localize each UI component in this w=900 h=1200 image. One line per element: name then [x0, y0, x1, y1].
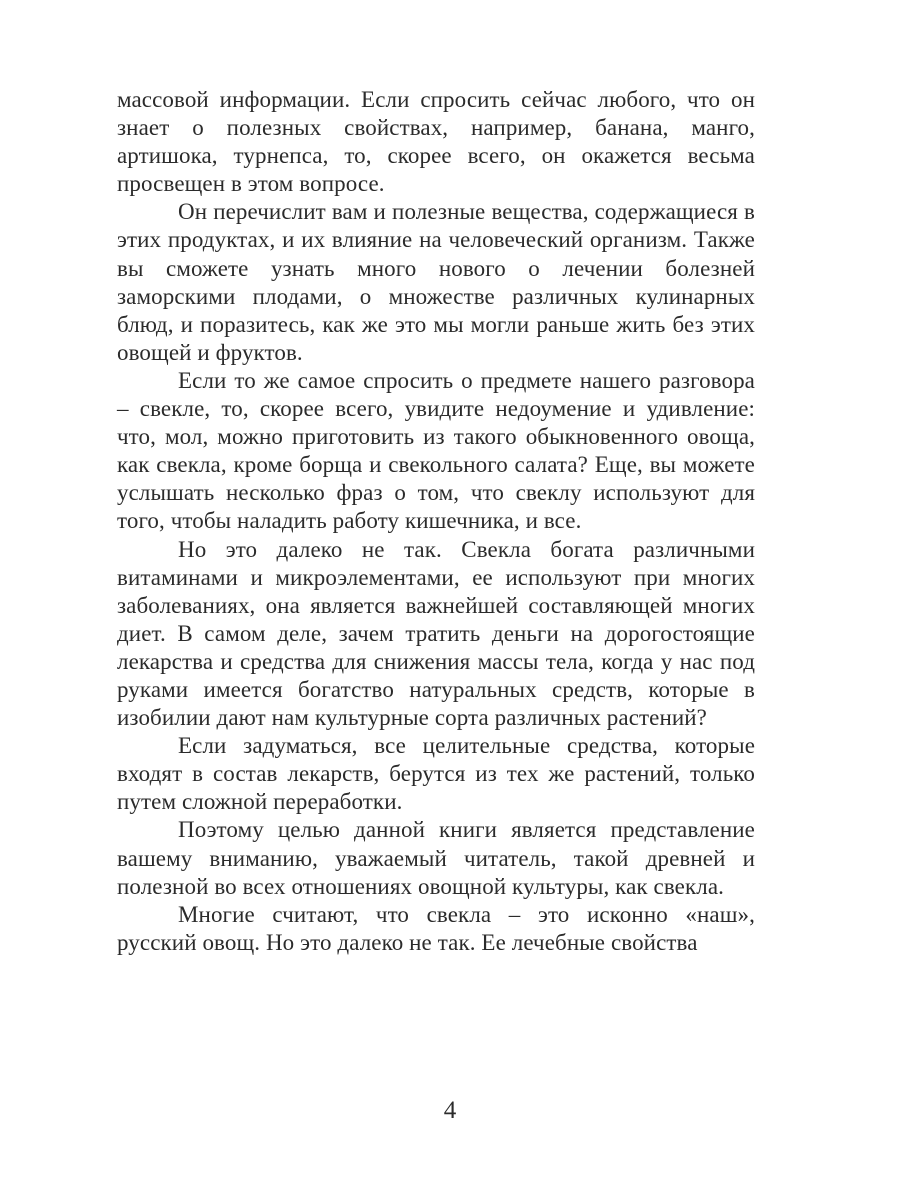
paragraph-1: массовой информации. Если спросить сейчас любого, что он знает о полезных свойствах, например, банана, манго, артишока, турнепса, то, скорее всего, он окажется весьма просвещен в этом вопросе. [117, 87, 755, 197]
paragraph-6: Поэтому целью данной книги является представление вашему вниманию, уважаемый читатель, такой древней и полезной во всех отношениях овощной культуры, как свекла. [117, 817, 755, 899]
paragraph-3: Если то же самое спросить о предмете нашего разговора – свекле, то, скорее всего, увидите недоумение и удивление: что, мол, можно приготовить из такого обыкновенного овоща, как свекла, кроме борща и свекольного салата? Еще, вы можете услышать несколько фраз о том, что свеклу используют для того, чтобы наладить работу кишечника, и все. [117, 367, 755, 534]
page-number: 4 [443, 1097, 457, 1124]
paragraph-7: Многие считают, что свекла – это исконно «наш», русский овощ. Но это далеко не так. Ее лечебные свойства [117, 901, 755, 955]
body-text [117, 86, 755, 957]
paragraph-5: Если задуматься, все целительные средства, которые входят в состав лекарств, берутся из тех же растений, только путем сложной переработки. [117, 733, 755, 815]
paragraph-4: Но это далеко не так. Свекла богата различными витаминами и микроэлементами, ее используют при многих заболеваниях, она является важнейшей составляющей многих диет. В самом деле, зачем тратить деньги на дорогостоящие лекарства и средства для снижения массы тела, когда у нас под руками имеется богатство натуральных средств, которые в изобилии дают нам культурные сорта различных растений? [117, 536, 755, 731]
paragraph-2: Он перечислит вам и полезные вещества, содержащиеся в этих продуктах, и их влияние на человеческий организм. Также вы сможете узнать много нового о лечении болезней заморскими плодами, о множестве различных кулинарных блюд, и поразитесь, как же это мы могли раньше жить без этих овощей и фруктов. [117, 199, 755, 365]
